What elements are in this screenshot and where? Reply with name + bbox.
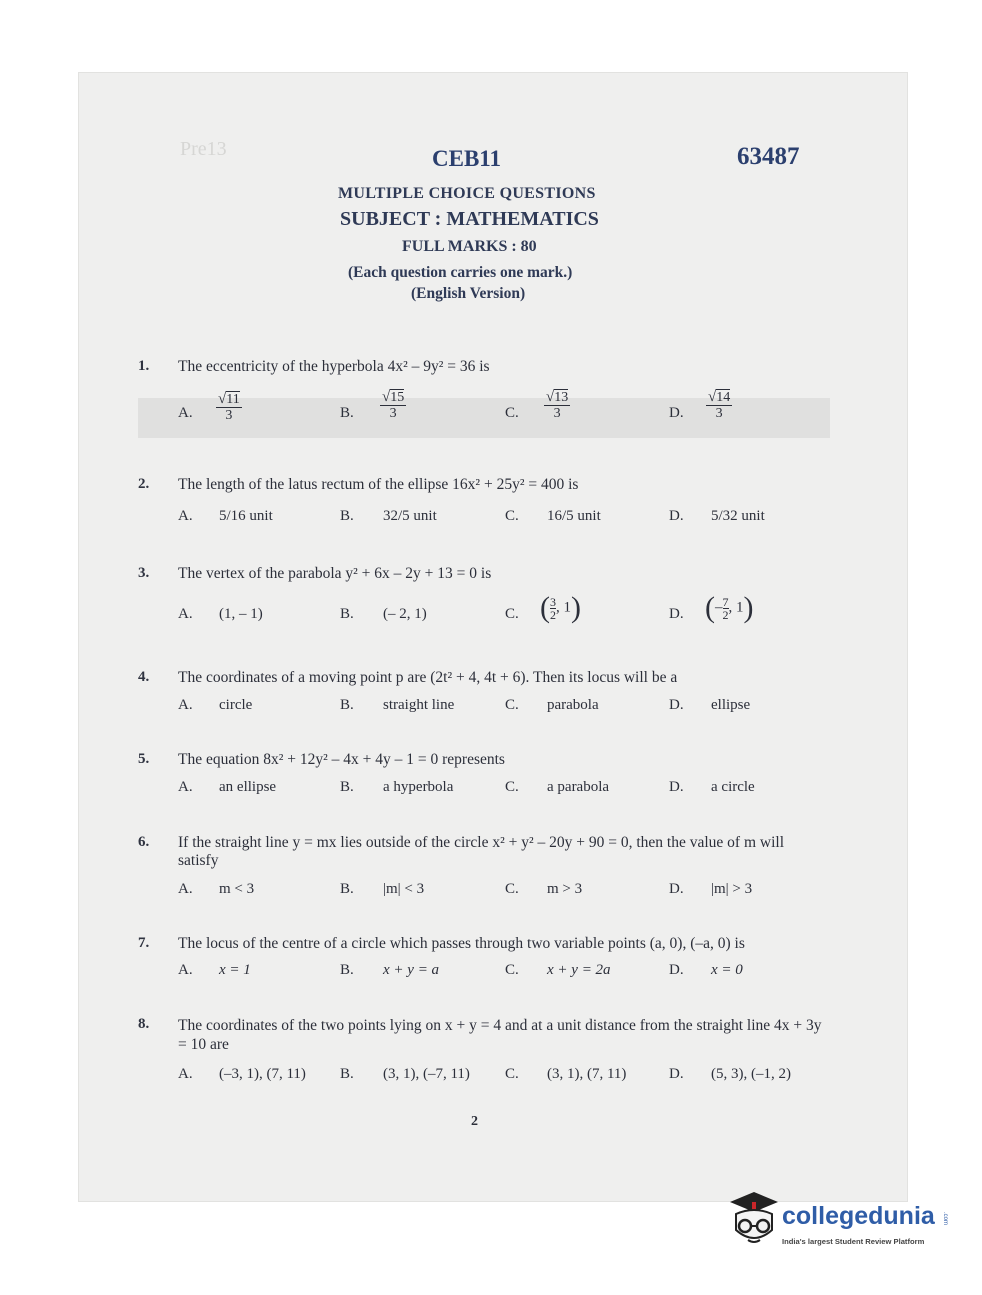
option-value-fraction: $\frac{√14}{3}$ xyxy=(708,389,731,421)
question-number: 3. xyxy=(138,565,150,581)
subject-title: SUBJECT : MATHEMATICS xyxy=(340,208,599,230)
logo-tagline: India's largest Student Review Platform xyxy=(782,1237,925,1246)
option-value: straight line xyxy=(383,697,455,713)
option-value: 5/16 unit xyxy=(219,508,273,524)
option-value: a parabola xyxy=(547,779,610,795)
option-value: (5, 3), (–1, 2) xyxy=(711,1066,791,1082)
option-value: an ellipse xyxy=(219,779,277,795)
question-number: 7. xyxy=(138,935,150,951)
option-value: (3, 1), (–7, 11) xyxy=(383,1066,470,1082)
option-label: D. xyxy=(669,962,684,978)
option-value: |m| > 3 xyxy=(711,881,753,897)
version-note: (English Version) xyxy=(411,285,526,302)
option-label: A. xyxy=(178,405,193,421)
question-number: 2. xyxy=(138,476,150,492)
option-value: x + y = 2a xyxy=(547,962,611,978)
option-label: A. xyxy=(178,962,193,978)
option-value: 32/5 unit xyxy=(383,508,437,524)
option-label: C. xyxy=(505,606,519,622)
option-value: (1, – 1) xyxy=(219,606,263,622)
option-label: B. xyxy=(340,697,354,713)
option-value: (– 2, 1) xyxy=(383,606,427,622)
option-value: circle xyxy=(219,697,253,713)
logo-wordmark: collegedunia xyxy=(782,1202,935,1230)
option-label: B. xyxy=(340,606,354,622)
option-label: A. xyxy=(178,881,193,897)
option-value-fraction: $\frac{√11}{3}$ xyxy=(218,391,240,423)
option-label: C. xyxy=(505,508,519,524)
option-value: 5/32 unit xyxy=(711,508,765,524)
option-label: B. xyxy=(340,508,354,524)
question-text: The locus of the centre of a circle which passes through two variable points (a, 0), (–a, 0) is xyxy=(178,935,745,952)
option-label: B. xyxy=(340,779,354,795)
collegedunia-logo[interactable] xyxy=(726,1190,956,1260)
option-value: (3, 1), (7, 11) xyxy=(547,1066,627,1082)
question-number: 5. xyxy=(138,751,150,767)
option-label: B. xyxy=(340,881,354,897)
question-text: The eccentricity of the hyperbola 4x² – 9y² = 36 is xyxy=(178,358,490,375)
option-label: B. xyxy=(340,1066,354,1082)
option-label: D. xyxy=(669,697,684,713)
question-text: The length of the latus rectum of the ellipse 16x² + 25y² = 400 is xyxy=(178,476,579,493)
question-text: If the straight line y = mx lies outside of the circle x² + y² – 20y + 90 = 0, then the value of m will satisfy xyxy=(178,834,785,869)
option-value: (–3, 1), (7, 11) xyxy=(219,1066,306,1082)
question-number: 6. xyxy=(138,834,150,850)
question-number: 8. xyxy=(138,1016,150,1032)
question-text: The coordinates of a moving point p are (2t² + 4, 4t + 6). Then its locus will be a xyxy=(178,669,678,686)
option-label: D. xyxy=(669,779,684,795)
option-label: A. xyxy=(178,606,193,622)
option-value: |m| < 3 xyxy=(383,881,425,897)
paper-code: CEB11 xyxy=(432,146,502,171)
marks-note: (Each question carries one mark.) xyxy=(348,264,573,281)
logo-domain: .com xyxy=(942,1212,948,1226)
option-value: 16/5 unit xyxy=(547,508,601,524)
option-value: a circle xyxy=(711,779,755,795)
option-value: m > 3 xyxy=(547,881,583,897)
option-value-fraction: $\frac{√15}{3}$ xyxy=(382,389,405,421)
option-label: D. xyxy=(669,508,684,524)
question-number: 4. xyxy=(138,669,150,685)
option-value: x + y = a xyxy=(383,962,440,978)
question-text: The equation 8x² + 12y² – 4x + 4y – 1 = 0 represents xyxy=(178,751,505,768)
option-value-fraction: ( $\frac{3}{2}$ , 1) xyxy=(540,591,581,624)
faint-stamp: Pre13 xyxy=(180,138,227,160)
option-label: C. xyxy=(505,697,519,713)
option-label: A. xyxy=(178,697,193,713)
option-label: D. xyxy=(669,606,684,622)
option-label: D. xyxy=(669,1066,684,1082)
header-line-1: MULTIPLE CHOICE QUESTIONS xyxy=(338,185,596,202)
question-text: The coordinates of the two points lying on x + y = 4 and at a unit distance from the straight line 4x + 3y = 10 are xyxy=(178,1017,822,1053)
option-value-fraction: $\frac{√13}{3}$ xyxy=(546,389,569,421)
option-label: C. xyxy=(505,779,519,795)
question-text: The vertex of the parabola y² + 6x – 2y + 13 = 0 is xyxy=(178,565,492,582)
option-label: A. xyxy=(178,1066,193,1082)
option-value-fraction: (– $\frac{7}{2}$ , 1) xyxy=(705,591,754,624)
question-number: 1. xyxy=(138,358,150,374)
page-number: 2 xyxy=(471,1114,478,1129)
option-label: D. xyxy=(669,881,684,897)
full-marks: FULL MARKS : 80 xyxy=(402,238,537,255)
option-value: ellipse xyxy=(711,697,751,713)
serial-number: 63487 xyxy=(737,143,800,170)
option-label: C. xyxy=(505,962,519,978)
graduate-face-icon xyxy=(728,1190,780,1252)
option-label: C. xyxy=(505,1066,519,1082)
option-value: m < 3 xyxy=(219,881,255,897)
option-value: parabola xyxy=(547,697,599,713)
option-label: B. xyxy=(340,962,354,978)
option-label: A. xyxy=(178,508,193,524)
option-value: x = 0 xyxy=(711,962,743,978)
option-value: x = 1 xyxy=(219,962,251,978)
option-label: A. xyxy=(178,779,193,795)
option-label: C. xyxy=(505,405,519,421)
option-label: C. xyxy=(505,881,519,897)
option-label: B. xyxy=(340,405,354,421)
option-label: D. xyxy=(669,405,684,421)
option-value: a hyperbola xyxy=(383,779,454,795)
